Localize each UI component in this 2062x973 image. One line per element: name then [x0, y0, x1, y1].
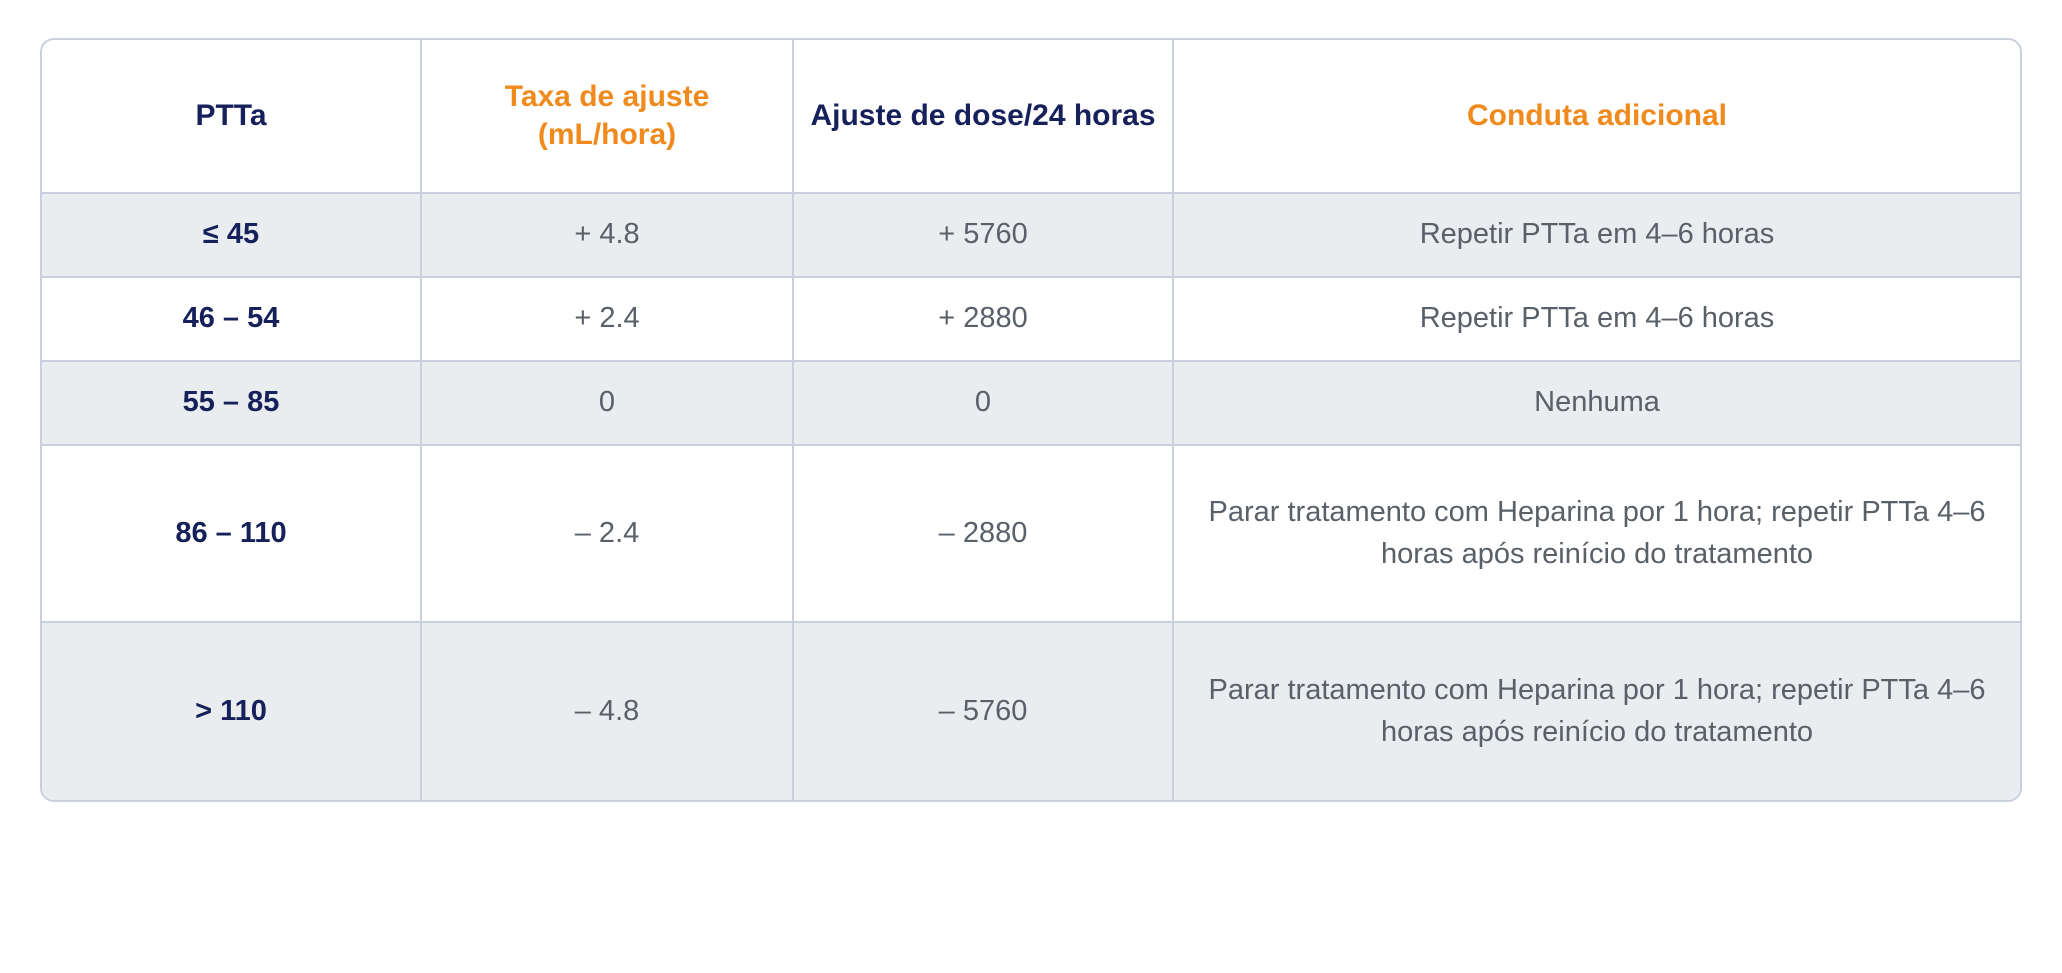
- cell-conduct: Parar tratamento com Heparina por 1 hora; repetir PTTa 4–6 horas após reinício do tratamento: [1174, 623, 2020, 800]
- table-header: [42, 40, 2020, 194]
- cell-dose: + 2880: [794, 278, 1174, 362]
- cell-ptta: 46 – 54: [42, 278, 422, 362]
- table-body: [42, 194, 2020, 800]
- table-row: [42, 194, 2020, 278]
- cell-conduct: Repetir PTTa em 4–6 horas: [1174, 278, 2020, 362]
- cell-rate: + 2.4: [422, 278, 794, 362]
- cell-dose: + 5760: [794, 194, 1174, 278]
- cell-dose: 0: [794, 362, 1174, 446]
- cell-conduct: Repetir PTTa em 4–6 horas: [1174, 194, 2020, 278]
- cell-rate: – 2.4: [422, 446, 794, 623]
- heparin-adjustment-table: [40, 38, 2022, 802]
- cell-ptta: ≤ 45: [42, 194, 422, 278]
- table-row: [42, 623, 2020, 800]
- heparin-adjustment-table-container: [40, 38, 2022, 802]
- table-header-row: [42, 40, 2020, 194]
- column-header-conduta-adicional: Conduta adicional: [1174, 40, 2020, 194]
- table-row: [42, 446, 2020, 623]
- cell-dose: – 5760: [794, 623, 1174, 800]
- table-row: [42, 362, 2020, 446]
- column-header-ptta: PTTa: [42, 40, 422, 194]
- cell-ptta: 86 – 110: [42, 446, 422, 623]
- cell-ptta: > 110: [42, 623, 422, 800]
- cell-conduct: Parar tratamento com Heparina por 1 hora; repetir PTTa 4–6 horas após reinício do tratamento: [1174, 446, 2020, 623]
- column-header-taxa-de-ajuste: Taxa de ajuste (mL/hora): [422, 40, 794, 194]
- cell-ptta: 55 – 85: [42, 362, 422, 446]
- cell-dose: – 2880: [794, 446, 1174, 623]
- cell-rate: + 4.8: [422, 194, 794, 278]
- column-header-ajuste-de-dose: Ajuste de dose/24 horas: [794, 40, 1174, 194]
- cell-conduct: Nenhuma: [1174, 362, 2020, 446]
- cell-rate: 0: [422, 362, 794, 446]
- cell-rate: – 4.8: [422, 623, 794, 800]
- table-row: [42, 278, 2020, 362]
